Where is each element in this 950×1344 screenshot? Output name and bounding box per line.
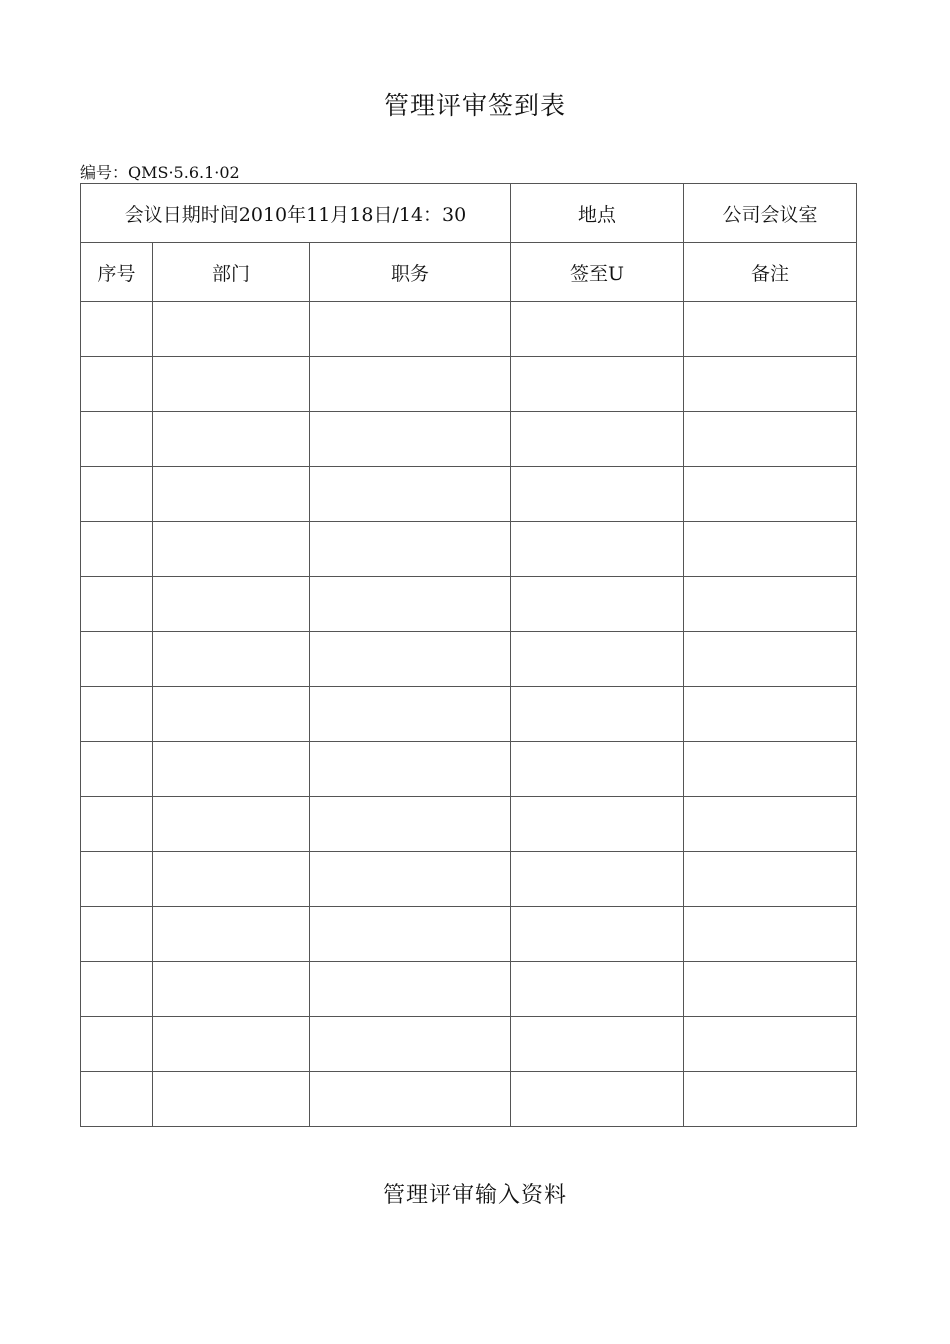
cell-index[interactable]: [81, 687, 153, 742]
cell-signature[interactable]: [511, 577, 684, 632]
table-row: [81, 302, 857, 357]
cell-signature[interactable]: [511, 302, 684, 357]
cell-index[interactable]: [81, 632, 153, 687]
cell-department[interactable]: [153, 962, 310, 1017]
cell-department[interactable]: [153, 742, 310, 797]
document-code: 编号：QMS·5.6.1·02: [80, 163, 240, 182]
table-row: [81, 962, 857, 1017]
cell-index[interactable]: [81, 962, 153, 1017]
table-row: [81, 577, 857, 632]
cell-remarks[interactable]: [684, 1072, 857, 1127]
sign-in-table-body: [81, 184, 857, 1127]
cell-remarks[interactable]: [684, 522, 857, 577]
cell-position[interactable]: [310, 577, 511, 632]
cell-position[interactable]: [310, 412, 511, 467]
cell-position[interactable]: [310, 1017, 511, 1072]
table-row: [81, 522, 857, 577]
cell-department[interactable]: [153, 907, 310, 962]
cell-signature[interactable]: [511, 907, 684, 962]
cell-position[interactable]: [310, 467, 511, 522]
cell-index[interactable]: [81, 577, 153, 632]
cell-index[interactable]: [81, 467, 153, 522]
table-row: [81, 1017, 857, 1072]
location-value: 公司会议室: [684, 184, 857, 243]
cell-signature[interactable]: [511, 797, 684, 852]
cell-signature[interactable]: [511, 357, 684, 412]
cell-signature[interactable]: [511, 1072, 684, 1127]
cell-position[interactable]: [310, 302, 511, 357]
cell-department[interactable]: [153, 357, 310, 412]
cell-position[interactable]: [310, 632, 511, 687]
cell-signature[interactable]: [511, 467, 684, 522]
table-row: [81, 467, 857, 522]
cell-signature[interactable]: [511, 742, 684, 797]
cell-signature[interactable]: [511, 522, 684, 577]
cell-department[interactable]: [153, 522, 310, 577]
table-row: [81, 742, 857, 797]
meeting-datetime: 会议日期时间2010年11月18日/14：30: [81, 184, 511, 243]
cell-position[interactable]: [310, 742, 511, 797]
cell-department[interactable]: [153, 687, 310, 742]
column-header-remarks: 备注: [684, 243, 857, 302]
section-title: 管理评审输入资料: [382, 1183, 567, 1208]
cell-index[interactable]: [81, 1072, 153, 1127]
cell-index[interactable]: [81, 412, 153, 467]
cell-remarks[interactable]: [684, 742, 857, 797]
table-header-row: [81, 243, 857, 302]
cell-position[interactable]: [310, 907, 511, 962]
cell-signature[interactable]: [511, 632, 684, 687]
cell-department[interactable]: [153, 412, 310, 467]
cell-index[interactable]: [81, 742, 153, 797]
column-header-department: 部门: [153, 243, 310, 302]
cell-position[interactable]: [310, 522, 511, 577]
cell-position[interactable]: [310, 687, 511, 742]
cell-position[interactable]: [310, 357, 511, 412]
table-row: [81, 907, 857, 962]
cell-signature[interactable]: [511, 412, 684, 467]
cell-department[interactable]: [153, 1017, 310, 1072]
cell-remarks[interactable]: [684, 357, 857, 412]
cell-remarks[interactable]: [684, 907, 857, 962]
cell-index[interactable]: [81, 852, 153, 907]
page-title: 管理评审签到表: [383, 91, 566, 120]
cell-signature[interactable]: [511, 687, 684, 742]
cell-department[interactable]: [153, 632, 310, 687]
cell-remarks[interactable]: [684, 687, 857, 742]
table-row: [81, 632, 857, 687]
cell-signature[interactable]: [511, 1017, 684, 1072]
cell-position[interactable]: [310, 1072, 511, 1127]
cell-remarks[interactable]: [684, 797, 857, 852]
cell-position[interactable]: [310, 962, 511, 1017]
cell-department[interactable]: [153, 852, 310, 907]
table-row: [81, 357, 857, 412]
cell-index[interactable]: [81, 1017, 153, 1072]
cell-department[interactable]: [153, 577, 310, 632]
cell-department[interactable]: [153, 1072, 310, 1127]
cell-remarks[interactable]: [684, 632, 857, 687]
cell-department[interactable]: [153, 467, 310, 522]
table-row: [81, 852, 857, 907]
column-header-signature: 签至U: [511, 243, 684, 302]
cell-position[interactable]: [310, 852, 511, 907]
cell-department[interactable]: [153, 302, 310, 357]
cell-index[interactable]: [81, 522, 153, 577]
cell-remarks[interactable]: [684, 412, 857, 467]
cell-remarks[interactable]: [684, 962, 857, 1017]
cell-position[interactable]: [310, 797, 511, 852]
cell-remarks[interactable]: [684, 1017, 857, 1072]
cell-index[interactable]: [81, 357, 153, 412]
cell-index[interactable]: [81, 797, 153, 852]
table-row: [81, 797, 857, 852]
column-header-index: 序号: [81, 243, 153, 302]
cell-remarks[interactable]: [684, 577, 857, 632]
cell-signature[interactable]: [511, 852, 684, 907]
meeting-info-row: [81, 184, 857, 243]
sign-in-table: [80, 183, 857, 1127]
table-row: [81, 687, 857, 742]
table-row: [81, 1072, 857, 1127]
cell-index[interactable]: [81, 907, 153, 962]
table-row: [81, 412, 857, 467]
column-header-position: 职务: [310, 243, 511, 302]
location-label: 地点: [511, 184, 684, 243]
cell-signature[interactable]: [511, 962, 684, 1017]
cell-remarks[interactable]: [684, 302, 857, 357]
cell-remarks[interactable]: [684, 467, 857, 522]
cell-department[interactable]: [153, 797, 310, 852]
cell-index[interactable]: [81, 302, 153, 357]
cell-remarks[interactable]: [684, 852, 857, 907]
